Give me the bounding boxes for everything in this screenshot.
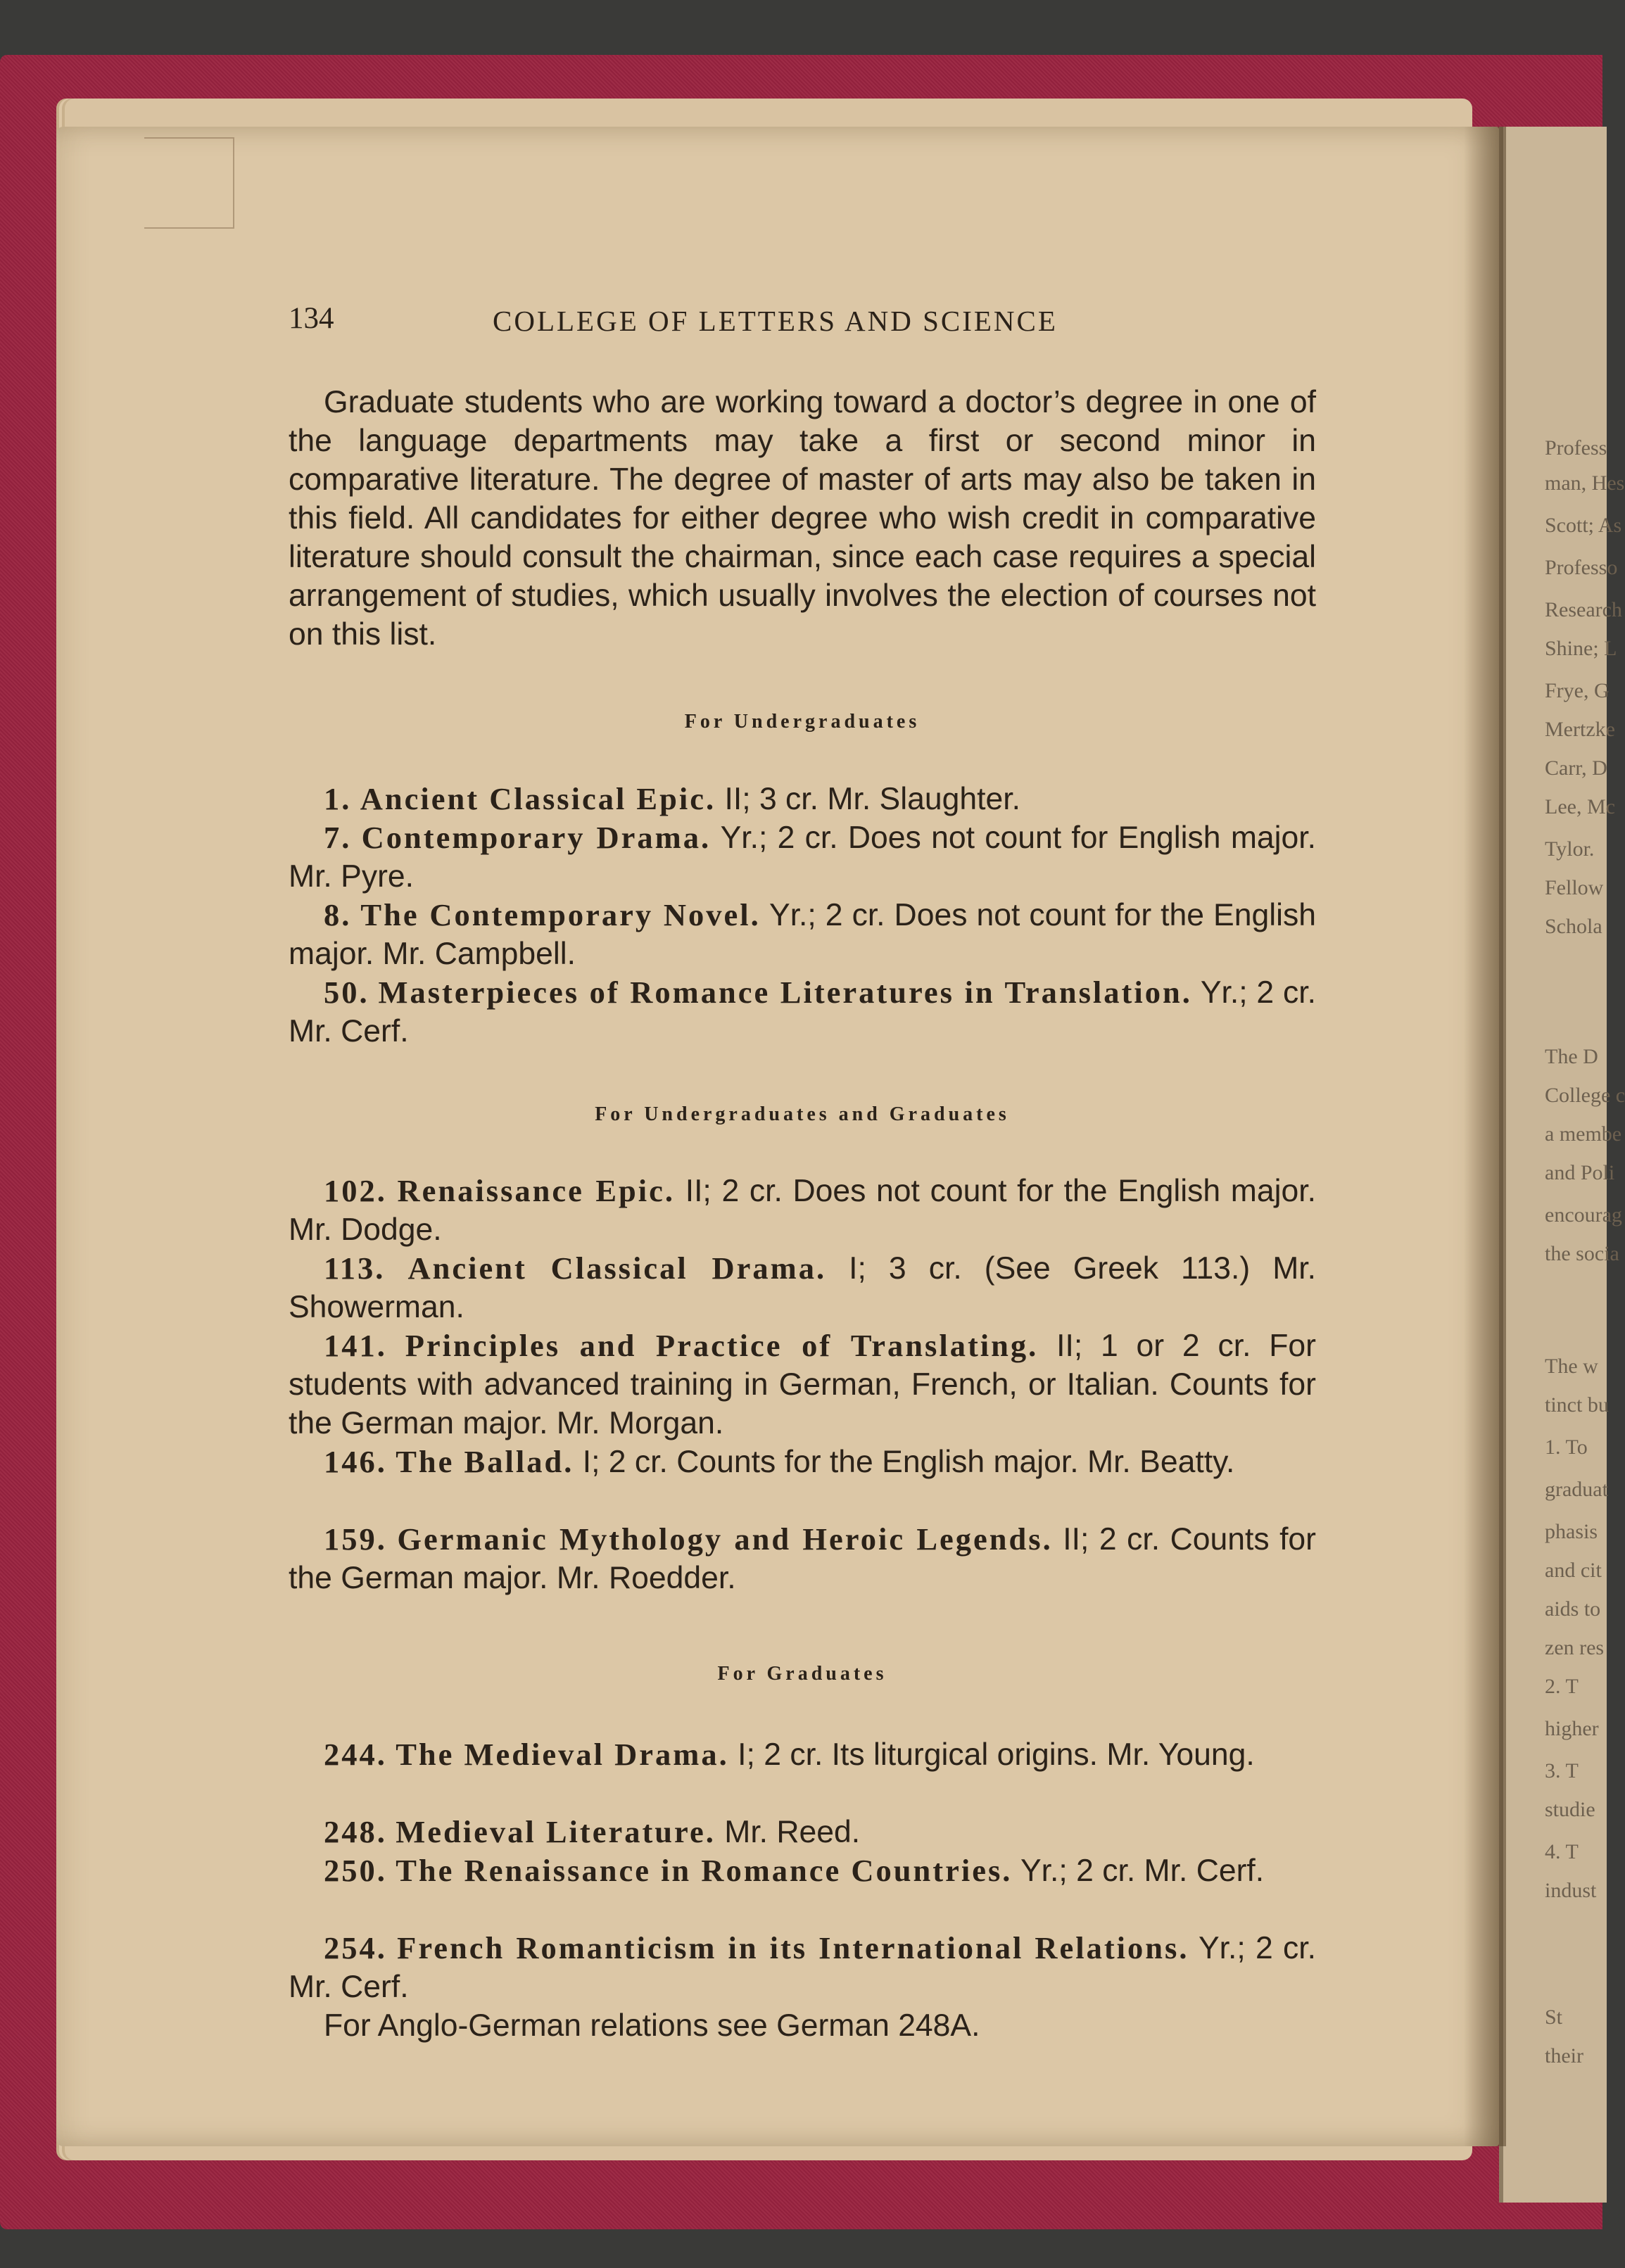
- course-entry: [289, 1443, 1316, 1481]
- course-title: The Renaissance in Romance Countries.: [396, 1853, 1013, 1888]
- facing-page-fragment: Fellow: [1545, 876, 1604, 899]
- facing-page-fragment: 4. T: [1545, 1840, 1579, 1863]
- course-number: 141.: [324, 1328, 387, 1363]
- course-number: 50.: [324, 975, 369, 1010]
- facing-page-fragment: graduat: [1545, 1478, 1608, 1501]
- course-details: II; 2 cr. Does not count for the English major. Mr. Dodge.: [289, 1174, 1316, 1247]
- course-entry: [289, 1520, 1316, 1597]
- facing-page-fragment: the socia: [1545, 1242, 1619, 1265]
- facing-page-fragment: Tylor.: [1545, 837, 1595, 861]
- course-entry: [289, 818, 1316, 896]
- course-number: 146.: [324, 1444, 387, 1479]
- facing-page-fragment: higher: [1545, 1717, 1599, 1740]
- course-number: 244.: [324, 1737, 387, 1772]
- course-number: 1.: [324, 781, 352, 816]
- course-details: Mr. Reed.: [724, 1815, 861, 1849]
- section-heading-undergraduates: For Undergraduates: [684, 711, 921, 733]
- facing-page-fragment: Frye, G: [1545, 679, 1610, 702]
- facing-page-fragment: Research: [1545, 598, 1622, 621]
- course-details: I; 2 cr. Counts for the English major. Mr. Beatty.: [582, 1445, 1235, 1479]
- course-details: Yr.; 2 cr. Does not count for English major. Mr. Pyre.: [289, 821, 1316, 894]
- course-title: Medieval Literature.: [396, 1814, 716, 1849]
- course-details: Yr.; 2 cr. Mr. Cerf.: [289, 975, 1316, 1049]
- course-details: II; 3 cr. Mr. Slaughter.: [724, 782, 1020, 816]
- course-title: Principles and Practice of Translating.: [405, 1328, 1039, 1363]
- course-title: Masterpieces of Romance Literatures in Translation.: [378, 975, 1192, 1010]
- course-details: I; 3 cr. (See Greek 113.) Mr. Showerman.: [289, 1251, 1316, 1324]
- course-entry: [289, 1929, 1316, 2006]
- facing-page-fragment: a membe: [1545, 1122, 1622, 1146]
- page-corner-mark: [144, 137, 234, 229]
- course-title: The Contemporary Novel.: [360, 897, 761, 932]
- course-title: The Medieval Drama.: [396, 1737, 729, 1772]
- course-entry: [289, 1813, 1316, 1851]
- facing-page-fragment: their: [1545, 2044, 1583, 2067]
- facing-page-fragment: Professo: [1545, 556, 1618, 579]
- facing-page-fragment: studie: [1545, 1798, 1595, 1821]
- facing-page-fragment: 3. T: [1545, 1759, 1579, 1782]
- course-title: The Ballad.: [396, 1444, 574, 1479]
- facing-page-fragment: Schola: [1545, 915, 1602, 938]
- facing-page-fragment: Scott; As: [1545, 514, 1622, 537]
- facing-page-fragment: College c: [1545, 1084, 1625, 1107]
- facing-page-fragment: Lee, Mc: [1545, 795, 1615, 818]
- page-gutter: [1464, 127, 1506, 2146]
- intro-paragraph: Graduate students who are working toward a doctor’s degree in one of the language departments may take a first or second minor in comparative literature. The degree of master of arts may also be taken in this field. All candidates for either degree who wish credit in comparative literature should consult the chairman, since each case requires a special arrangement of studies, which usually involves the election of courses not on this list.: [289, 385, 1316, 652]
- course-entry: [289, 1172, 1316, 1249]
- course-title: Renaissance Epic.: [397, 1173, 676, 1208]
- facing-page-fragment: 1. To: [1545, 1436, 1588, 1459]
- facing-page-fragment: phasis: [1545, 1520, 1598, 1543]
- facing-page-fragment: Carr, D: [1545, 756, 1607, 780]
- facing-page-fragment: The w: [1545, 1355, 1598, 1378]
- facing-page-fragment: 2. T: [1545, 1675, 1579, 1698]
- facing-page-fragment: man, Hes: [1545, 471, 1625, 495]
- facing-page-fragment: Shine; L: [1545, 637, 1617, 660]
- facing-page-fragment: Mertzke: [1545, 718, 1615, 741]
- course-details: Yr.; 2 cr. Does not count for the English major. Mr. Campbell.: [289, 898, 1316, 971]
- course-details: II; 2 cr. Counts for the German major. Mr. Roedder.: [289, 1522, 1317, 1595]
- section-heading-graduates: For Graduates: [717, 1663, 887, 1685]
- facing-page-fragment: St: [1545, 2006, 1563, 2029]
- facing-page-fragment: tinct bu: [1545, 1393, 1609, 1417]
- course-number: 250.: [324, 1853, 387, 1888]
- course-details: I; 2 cr. Its liturgical origins. Mr. Young.: [738, 1737, 1255, 1772]
- course-number: 254.: [324, 1930, 387, 1965]
- course-entry: [289, 1735, 1316, 1774]
- facing-page-fragment: Profess: [1545, 436, 1607, 460]
- facing-page-fragment: and cit: [1545, 1559, 1602, 1582]
- course-title: Ancient Classical Epic.: [360, 781, 716, 816]
- course-entry: [289, 973, 1316, 1051]
- course-title: Germanic Mythology and Heroic Legends.: [397, 1521, 1053, 1557]
- course-details: Yr.; 2 cr. Mr. Cerf.: [289, 1931, 1317, 2004]
- course-number: 7.: [324, 820, 352, 855]
- course-title: Contemporary Drama.: [361, 820, 712, 855]
- facing-page-fragment: encourag: [1545, 1203, 1622, 1227]
- facing-page-fragment: and Poli: [1545, 1161, 1615, 1184]
- course-details: Yr.; 2 cr. Mr. Cerf.: [1020, 1854, 1265, 1888]
- course-entry: [289, 1249, 1316, 1326]
- facing-page-fragment: zen res: [1545, 1636, 1605, 1659]
- facing-page-fragment: aids to: [1545, 1597, 1601, 1621]
- section-heading-undergraduates-and-graduates: For Undergraduates and Graduates: [595, 1103, 1010, 1125]
- course-title: French Romanticism in its International Relations.: [397, 1930, 1189, 1965]
- page-number: 134: [289, 302, 334, 335]
- course-number: 159.: [324, 1521, 387, 1557]
- facing-page-fragment: indust: [1545, 1879, 1597, 1902]
- course-number: 113.: [324, 1250, 386, 1286]
- course-number: 8.: [324, 897, 352, 932]
- course-details: II; 1 or 2 cr. For students with advanced training in German, French, or Italian. Counts for the German major. Mr. Morgan.: [289, 1329, 1317, 1440]
- facing-page-fragment: The D: [1545, 1045, 1598, 1068]
- course-entry: [289, 1851, 1316, 1890]
- course-number: 248.: [324, 1814, 387, 1849]
- course-entry: [289, 1326, 1316, 1443]
- course-title: Ancient Classical Drama.: [407, 1250, 827, 1286]
- course-number: 102.: [324, 1173, 387, 1208]
- running-title: COLLEGE OF LETTERS AND SCIENCE: [493, 305, 1058, 337]
- footnote: For Anglo-German relations see German 248A.: [324, 2008, 980, 2043]
- course-entry: [289, 780, 1316, 818]
- course-entry: [289, 896, 1316, 973]
